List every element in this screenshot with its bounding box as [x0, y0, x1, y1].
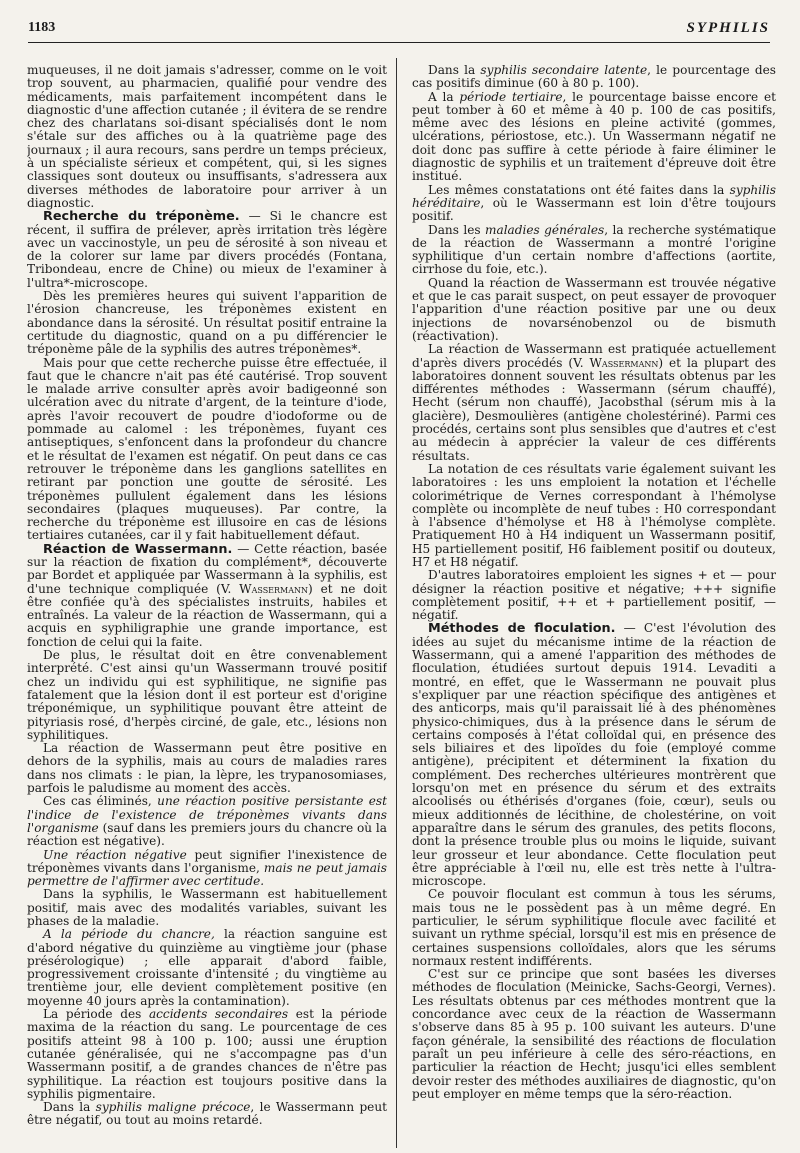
paragraph: De plus, le résultat doit en être convenablement interprété. C'est ainsi qu'un Wassermann trouvé positif chez un individu qui est syphilitique, ne signifie pas fatalement que la lésion dont il est porteur est d'origine tréponémique, un syphilitique pouvant être atteint de pityriasis rosé, d'herpès circiné, de gale, etc., lésions non syphilitiques.	[27, 648, 387, 742]
right-column	[412, 64, 776, 1149]
paragraph: La réaction de Wassermann peut être positive en dehors de la syphilis, mais au cours de maladies rares dans nos climats : le pian, la lèpre, les trypanosomiases, parfois le paludisme au moment des accès.	[27, 741, 387, 796]
paragraph: muqueuses, il ne doit jamais s'adresser, comme on le voit trop souvent, au pharmacien, qualifié pour vendre des médicaments, mais parfaitement incompétent dans le diagnostic d'une affection cutanée ; il évitera de se rendre chez des charlatans soi-disant spécialisés dont le nom s'étale sur des affiches ou à la quatrième page des journaux ; il aura recours, sans perdre un temps précieux, à un spécialiste sérieux et compétent, qui, si les signes classiques sont douteux ou insuffisants, s'adressera aux diverses méthodes de laboratoire pour arriver à un diagnostic.	[27, 64, 387, 210]
text-run: , le Wassermann peut être négatif, ou tout au moins retardé.	[27, 1100, 387, 1128]
emphasis: Une réaction négative	[43, 847, 187, 862]
paragraph	[412, 64, 776, 91]
cross-reference: Wassermann	[239, 581, 309, 596]
paragraph: Quand la réaction de Wassermann est trouvée négative et que le cas parait suspect, on peut essayer de provoquer l'apparition d'une réaction positive par une ou deux injections de novarsénobenzol ou de bismuth (réactivation).	[412, 275, 776, 343]
cross-reference: Wassermann	[589, 355, 659, 370]
text-run: Dans la	[43, 1100, 96, 1115]
paragraph	[412, 91, 776, 184]
page-number: 1183	[28, 20, 56, 35]
column-divider	[396, 58, 397, 1148]
text-run: ) et la plupart des laboratoires donnent souvent les résultats obtenus par les différentes méthodes : Wassermann (sérum chauffé), Hecht (sérum non chauffé), Jacobsthal (sérum mis à la glacière), Desmoulières (antigène cholestériné). Parmi ces procédés, certains sont plus sensibles que d'autres et c'est au médecin à apprécier la valeur de ces différents résultats.	[412, 355, 776, 463]
paragraph	[27, 928, 387, 1008]
text-run: , la recherche systématique de la réaction de Wassermann a montré l'origine syphilitique d'un certain nombre d'affections (aortite, cirrhose du foie, etc.).	[412, 222, 776, 277]
section-recherche	[27, 210, 387, 290]
emphasis: syphilis héréditaire	[412, 182, 776, 210]
section-heading: Méthodes de floculation.	[428, 621, 616, 637]
text-run: Ces cas éliminés,	[43, 794, 158, 809]
section-heading: Recherche du tréponème.	[43, 209, 240, 225]
section-text: — C'est l'évolution des idées au sujet du mécanisme intime de la réaction de Wassermann, qui a amené l'apparition des méthodes de floculation, étudiées surtout depuis 1914. Levaditi a montré, en effet, que le Wassermann ne pouvait plus s'expliquer par une réaction spécifique des antigènes et des anticorps, mais qu'il paraissait lié à des phénomènes physico-chimiques, dus à la présence dans le sérum de certains composés à l'état colloïdal qui, en présence des sels biliaires et des lipoïdes du foie (employé comme antigène), précipitent et déterminent la fixation du complément. Des recherches ultérieures montrèrent que lorsqu'on met en présence du sérum et des extraits alcoolisés ou éthérisés d'organes (foie, cœur), seuls ou mieux additionnés de lécithine, de cholestérine, on voit apparaître dans le sérum des granules, des petits flocons, dont la présence trouble plus ou moins le liquide, suivant leur grosseur et leur abondance. Cette floculation peut être appréciable à l'œil nu, elle est très nette à l'ultra-microscope.	[412, 621, 776, 889]
emphasis: maladies générales	[485, 222, 605, 237]
text-run: A la	[428, 89, 460, 104]
emphasis: accidents secondaires	[148, 1007, 289, 1022]
section-wassermann	[27, 543, 387, 649]
emphasis: A la période du chancre,	[43, 927, 215, 942]
paragraph: La notation de ces résultats varie également suivant les laboratoires : les uns emploient la notation et l'échelle colorimétrique de Vernes correspondant à l'hémolyse complète ou incomplète de neuf tubes : H0 correspondant à l'absence d'hémolyse et H8 à l'hémolyse complète. Pratiquement H0 à H4 indiquent un Wassermann positif, H5 partiellement positif, H6 faiblement positif ou douteux, H7 et H8 négatif.	[412, 461, 776, 569]
paragraph: C'est sur ce principe que sont basées les diverses méthodes de floculation (Meinicke, Sachs-Georgi, Vernes). Les résultats obtenus par ces méthodes montrent que la concordance avec ceux de la réaction de Wassermann s'observe dans 85 à 95 p. 100 suivant les auteurs. D'une façon générale, la sensibilité des réactions de floculation paraît un peu inférieure à celle des séro-réactions, en particulier la réaction de Hecht; jusqu'ici elles semblent devoir rester des méthodes auxiliaires de diagnostic, qu'on peut employer en même temps que la séro-réaction.	[412, 967, 776, 1101]
paragraph	[27, 1008, 387, 1101]
page-header	[28, 20, 770, 43]
paragraph	[412, 224, 776, 277]
emphasis: mais ne peut jamais permettre de l'affirmer avec certitude.	[27, 860, 387, 889]
text-run: , le pourcentage baisse encore et peut tomber à 60 et même à 40 p. 100 de cas positifs, même avec des lésions en pleine activité (gommes, ulcérations, périostose, etc.). Un Wassermann négatif ne doit donc pas suffire à cette période à faire éliminer le diagnostic de syphilis et un traitement d'épreuve doit être institué.	[412, 89, 776, 184]
emphasis: une réaction positive persistante est l'indice de l'existence de tréponèmes vivants dans l'organisme	[27, 794, 387, 835]
emphasis: syphilis maligne précoce	[95, 1100, 251, 1115]
text-run: est la période maxima de la réaction du sang. Le pourcentage de ces positifs atteint 98 à 100 p. 100; aussi une éruption cutanée généralisée, qui ne s'accompagne pas d'un Wassermann positif, a de grandes chances de n'être pas syphilitique. La réaction est toujours positive dans la syphilis pigmentaire.	[27, 1007, 387, 1101]
section-floculation	[412, 622, 776, 888]
emphasis: syphilis secondaire latente	[480, 64, 648, 77]
paragraph: D'autres laboratoires emploient les signes + et — pour désigner la réaction positive et négative; +++ signifie complètement positif, ++ et + partiellement positif, — négatif.	[412, 568, 776, 623]
text-run: La réaction de Wassermann est pratiquée actuellement d'après divers procédés (V.	[412, 342, 776, 370]
paragraph	[412, 343, 776, 463]
emphasis: période tertiaire	[459, 89, 563, 104]
section-text: ) et ne doit être confiée qu'à des spécialistes instruits, habiles et entraînés. La valeur de la réaction de Wassermann, qui a acquis en syphiligraphie une grande importance, est fonction de celui qui la faite.	[27, 581, 387, 649]
text-run: Dans la	[428, 64, 481, 77]
text-run: Les mêmes constatations ont été faites dans la	[428, 182, 730, 197]
paragraph	[412, 184, 776, 224]
text-run: , le pourcentage des cas positifs diminue (60 à 80 p. 100).	[412, 64, 776, 91]
section-text: — Cette réaction, basée sur la réaction de fixation du complément*, découverte par Bordet et appliquée par Wassermann à la syphilis, est d'une technique compliquée (V.	[27, 541, 387, 596]
paragraph: Ce pouvoir floculant est commun à tous les sérums, mais tous ne le possèdent pas à un même degré. En particulier, le sérum syphilitique flocule avec facilité et suivant un rythme spécial, lorsqu'il est mis en présence de certaines suspensions colloïdales, alors que les sérums normaux restent indifférents.	[412, 887, 776, 968]
text-run: peut signifier l'inexistence de tréponèmes vivants dans l'organisme,	[27, 847, 387, 875]
paragraph	[27, 795, 387, 848]
text-run: (sauf dans les premiers jours du chancre où la réaction est négative).	[27, 820, 387, 849]
text-run: , où le Wassermann est loin d'être toujours positif.	[412, 195, 776, 224]
section-heading: Réaction de Wassermann.	[43, 541, 233, 557]
left-column	[27, 64, 387, 1149]
paragraph: Dès les premières heures qui suivent l'apparition de l'érosion chancreuse, les tréponèmes existent en abondance dans la sérosité. Un résultat positif entraine la certitude du diagnostic, quand on a pu différencier le tréponème pâle de la syphilis des autres tréponèmes*.	[27, 289, 387, 357]
paragraph	[27, 1101, 387, 1128]
text-run: Dans les	[428, 222, 486, 237]
text-run: La période des	[43, 1007, 149, 1022]
running-head: SYPHILIS	[686, 20, 770, 36]
paragraph: Mais pour que cette recherche puisse être effectuée, il faut que le chancre n'ait pas été cautérisé. Trop souvent le malade arrive consulter après avoir badigeonné son ulcération avec du nitrate d'argent, de la teinture d'iode, après l'avoir recouvert de poudre d'iodoforme ou de pommade au calomel : les tréponèmes, fuyant ces antiseptiques, s'enfoncent dans la profondeur du chancre et le résultat de l'examen est négatif. On peut dans ce cas retrouver le tréponème dans les ganglions satellites en retirant par ponction une goutte de sérosité. Les tréponèmes pullulent également dans les lésions secondaires (plaques muqueuses). Par contre, la recherche du tréponème est illusoire en cas de lésions tertiaires cutanées, car il y fait habituellement défaut.	[27, 355, 387, 543]
paragraph: Dans la syphilis, le Wassermann est habituellement positif, mais avec des modalités variables, suivant les phases de la maladie.	[27, 887, 387, 928]
section-text: — Si le chancre est récent, il suffira de prélever, après irritation très légère avec un vaccinostyle, un peu de sérosité à son niveau et de la colorer sur lame par divers procédés (Fontana, Tribondeau, encre de Chine) ou mieux de l'examiner à l'ultra*-microscope.	[27, 209, 387, 290]
text-run: la réaction sanguine est d'abord négative du quinzième au vingtième jour (phase présérologique) ; elle apparait d'abord faible, progressivement croissante d'intensité ; du vingtième au trentième jour, elle devient complètement positive (en moyenne 40 jours après la contamination).	[27, 927, 387, 1008]
paragraph	[27, 849, 387, 889]
